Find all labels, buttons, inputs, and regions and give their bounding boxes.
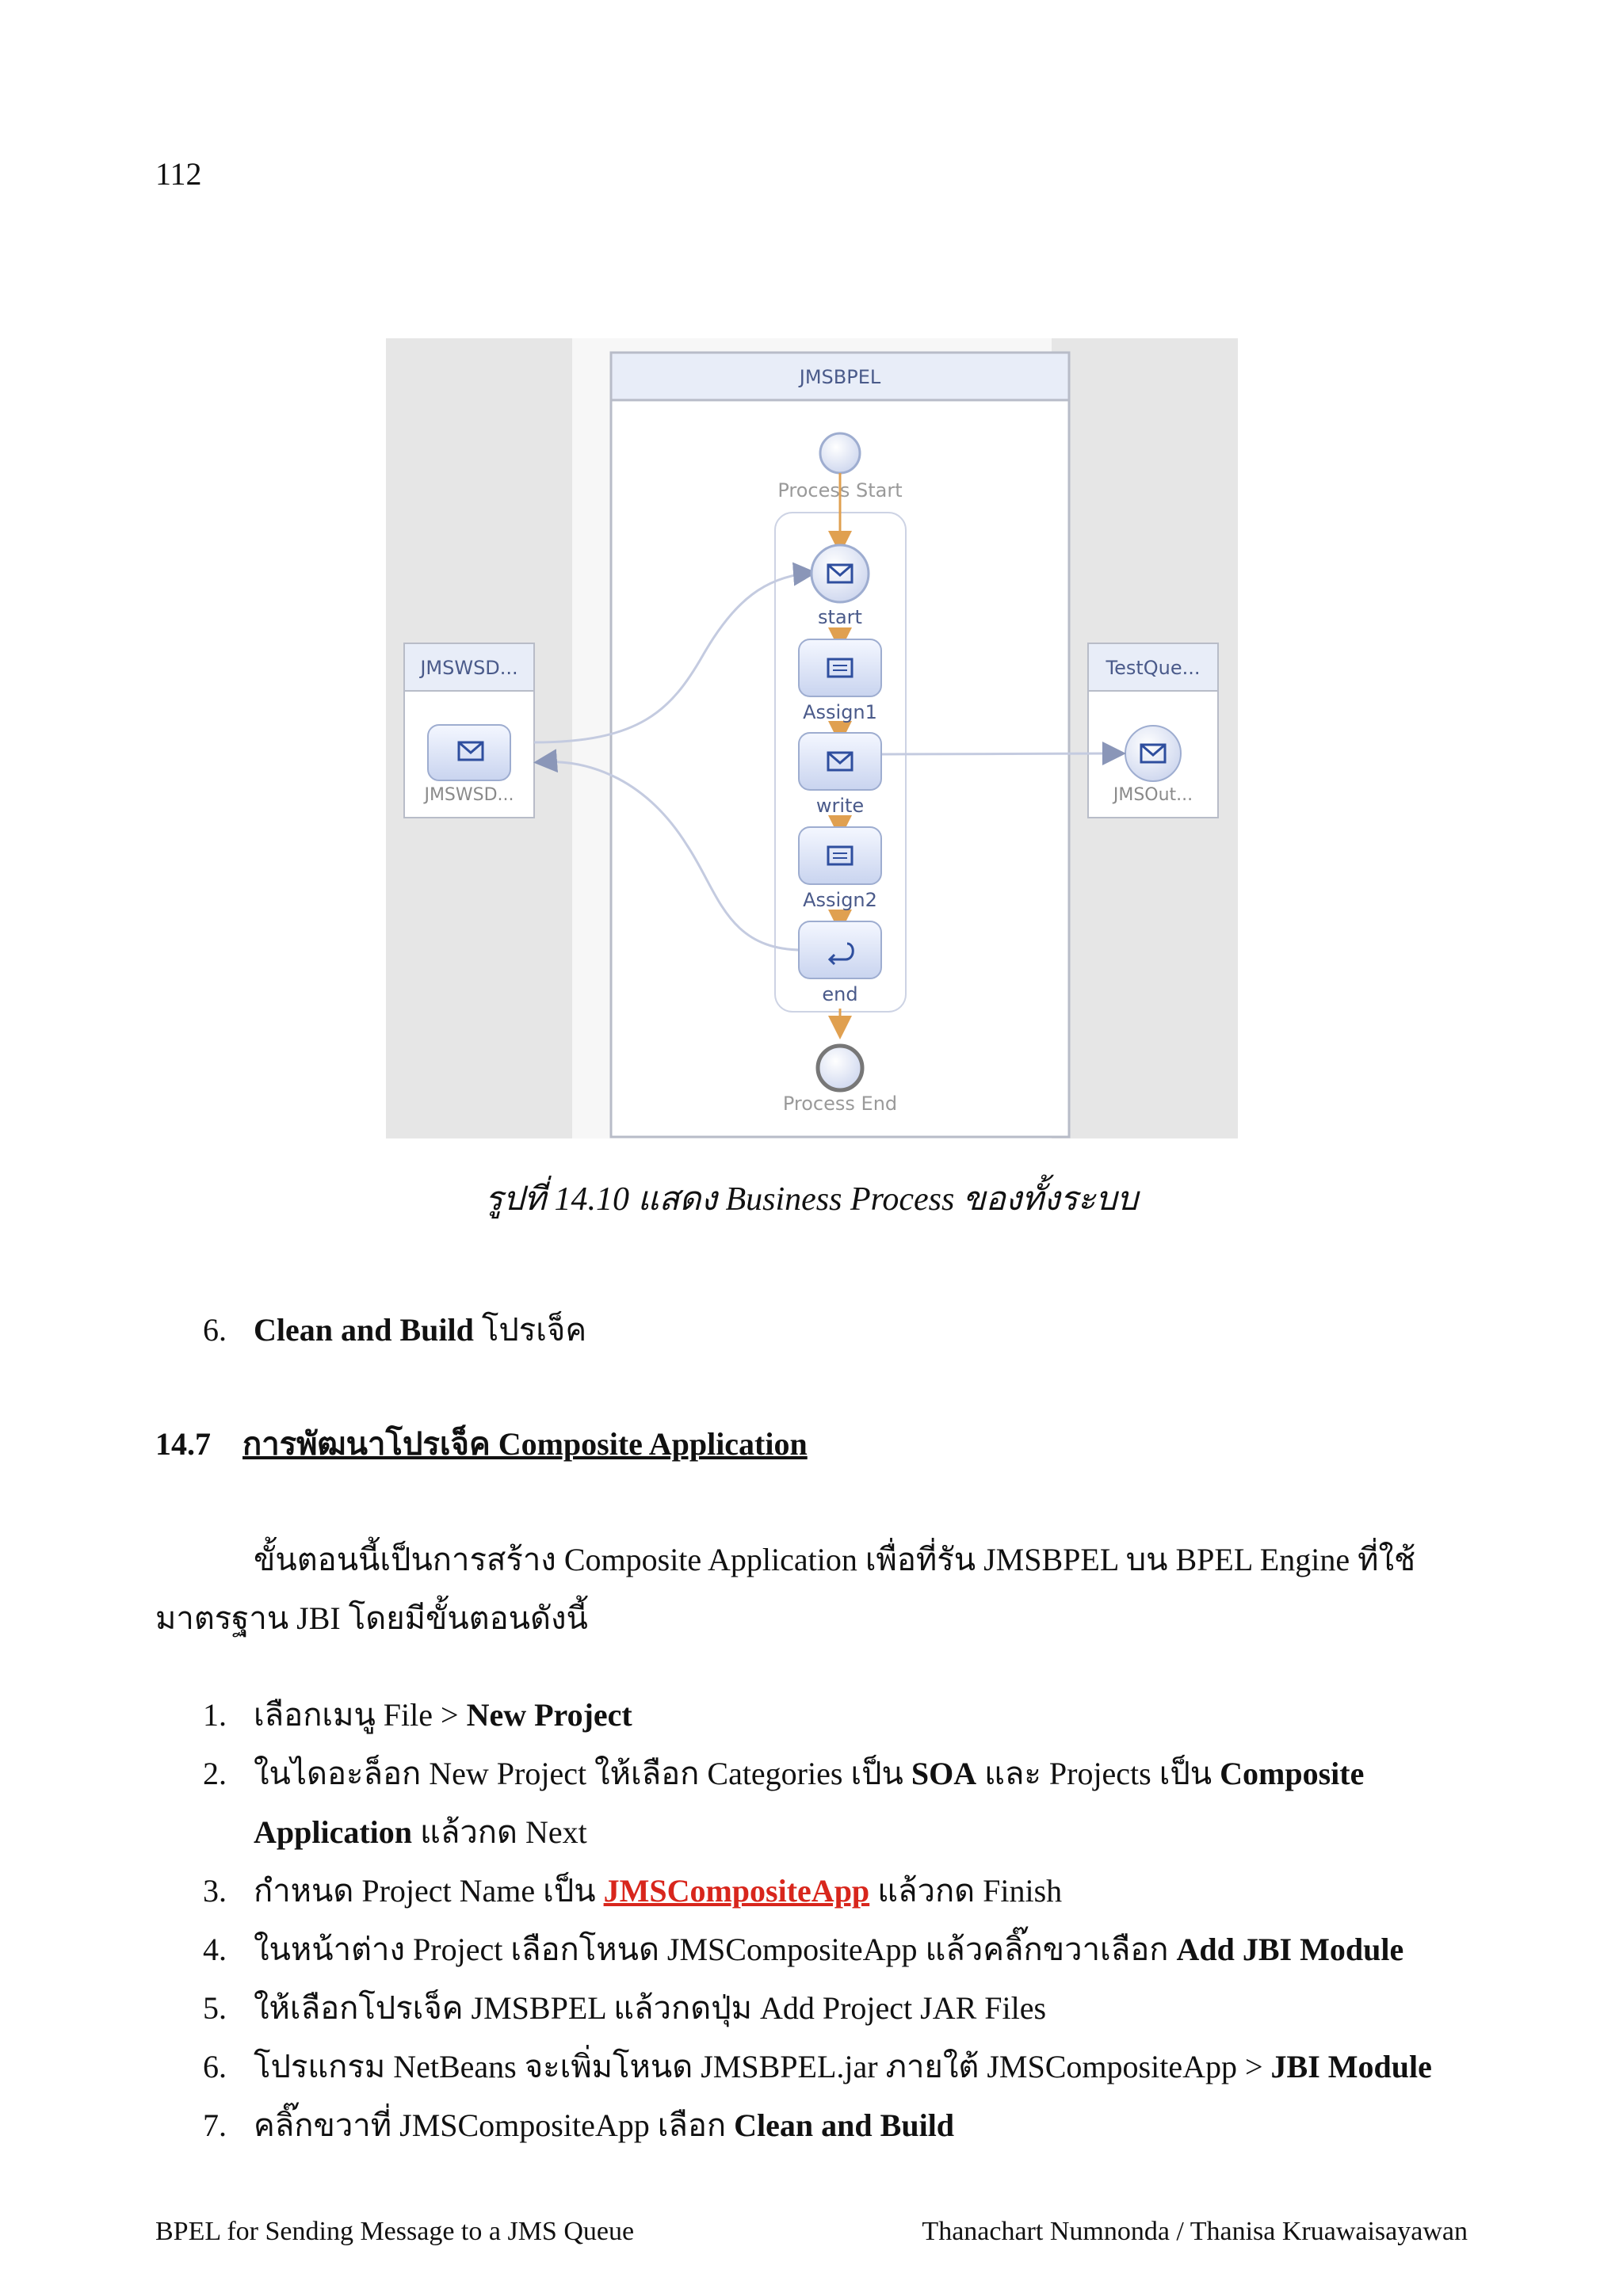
step-3: 3. กำหนด Project Name เป็น JMSCompositeApp แล้วกด Finish: [203, 1873, 1063, 1909]
activity-write-label: write: [815, 795, 865, 817]
activity-end-label: end: [822, 983, 858, 1005]
right-partner-port: [1125, 726, 1181, 781]
process-end-label: Process End: [782, 1093, 898, 1115]
process-start-node: [820, 433, 860, 473]
step-6-line: 6. Clean and Build โปรเจ็ค: [203, 1312, 587, 1348]
page-number: 112: [155, 156, 202, 192]
activity-assign2-label: Assign2: [803, 889, 877, 911]
footer-right: Thanachart Numnonda / Thanisa Kruawaisayawan: [922, 2217, 1468, 2246]
step-4: 4. ในหน้าต่าง Project เลือกโหนด JMSCompositeApp แล้วคลิ๊กขวาเลือก Add JBI Module: [203, 1932, 1404, 1967]
step-1: 1. เลือกเมนู File > New Project: [203, 1697, 632, 1733]
figure-caption: รูปที่ 14.10 แสดง Business Process ของทั้งระบบ: [485, 1181, 1138, 1218]
step-5: 5. ให้เลือกโปรเจ็ค JMSBPEL แล้วกดปุ่ม Add Project JAR Files: [203, 1990, 1047, 2026]
step-2: 2. ในไดอะล็อก New Project ให้เลือก Categories เป็น SOA และ Projects เป็น Composite: [203, 1756, 1365, 1791]
activity-write: [799, 733, 881, 790]
process-start-label: Process Start: [777, 479, 903, 502]
activity-assign1: [799, 639, 881, 696]
section-heading: 14.7 การพัฒนาโปรเจ็ค Composite Application: [155, 1426, 808, 1462]
left-partner-title: JMSWSD...: [420, 657, 518, 679]
process-title: JMSBPEL: [799, 366, 881, 388]
right-partner-title: TestQue...: [1106, 657, 1201, 679]
activity-assign2: [799, 827, 881, 884]
left-partner-port-label: JMSWSD...: [424, 785, 514, 805]
bpel-diagram: [386, 338, 1238, 1138]
intro-line-2: มาตรฐาน JBI โดยมีขั้นตอนดังนี้: [155, 1600, 588, 1636]
step-6: 6. โปรแกรม NetBeans จะเพิ่มโหนด JMSBPEL.jar ภายใต้ JMSCompositeApp > JBI Module: [203, 2049, 1432, 2084]
activity-end: [799, 921, 881, 978]
right-partner-port-label: JMSOut...: [1113, 785, 1193, 805]
project-name-link[interactable]: JMSCompositeApp: [603, 1873, 870, 1909]
intro-line-1: ขั้นตอนนี้เป็นการสร้าง Composite Application เพื่อที่รัน JMSBPEL บน BPEL Engine ที่ใช้: [254, 1542, 1416, 1577]
section-title: การพัฒนาโปรเจ็ค Composite Application: [242, 1426, 808, 1462]
step-7: 7. คลิ๊กขวาที่ JMSCompositeApp เลือก Clean and Build: [203, 2107, 955, 2143]
activity-assign1-label: Assign1: [803, 701, 877, 723]
process-end-node: [818, 1046, 862, 1090]
activity-start-label: start: [818, 606, 862, 628]
step-2-continued: Application แล้วกด Next: [254, 1814, 587, 1850]
activity-start: [812, 545, 869, 602]
footer-left: BPEL for Sending Message to a JMS Queue: [155, 2217, 635, 2246]
